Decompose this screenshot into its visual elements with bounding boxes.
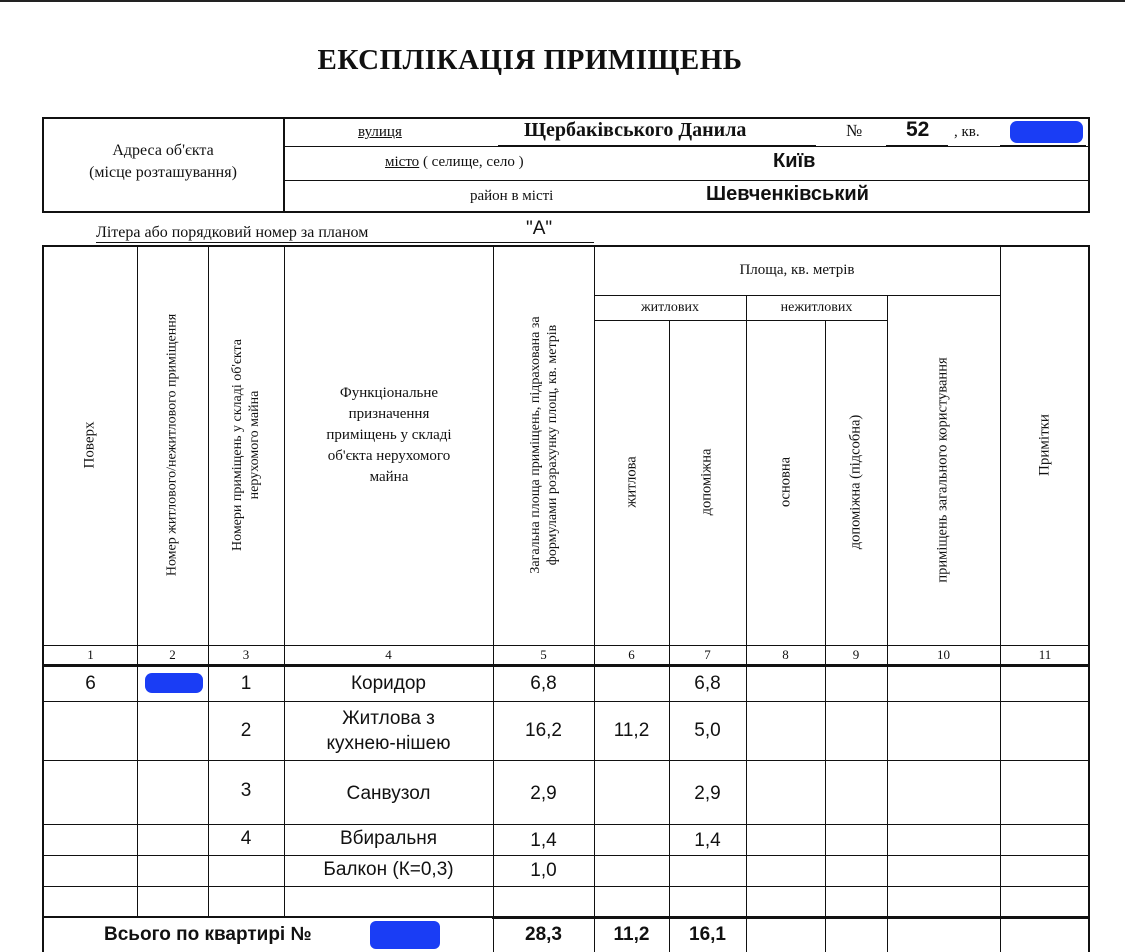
row-2-aux: 5,0 — [694, 720, 721, 741]
col-line-9 — [825, 320, 826, 952]
column-number: 6 — [628, 647, 635, 662]
top-border-line — [0, 0, 1125, 2]
header-floor: Поверх — [81, 421, 98, 469]
row-1-name: Коридор — [350, 673, 427, 694]
row-1-aux: 6,8 — [694, 673, 721, 694]
unit-number-redaction — [145, 673, 203, 693]
header-function-2: призначення — [348, 406, 430, 422]
address-label — [44, 140, 282, 184]
row-line — [42, 855, 1090, 856]
col-line-2 — [137, 245, 138, 952]
district-label: район в місті — [470, 188, 554, 204]
row-line — [42, 824, 1090, 825]
row-5-name: Балкон (К=0,3) — [323, 859, 454, 880]
row-line — [42, 760, 1090, 761]
street-value-underline — [498, 145, 816, 146]
totals-apartment-redaction — [370, 921, 440, 949]
city-value: Київ — [773, 150, 816, 172]
totals-aux: 16,1 — [689, 924, 726, 945]
header-area-group: Площа, кв. метрів — [739, 262, 855, 278]
row-2-name — [284, 706, 493, 756]
street-value: Щербаківського Данила — [524, 119, 747, 141]
row-5-total: 1,0 — [530, 860, 557, 881]
column-number: 10 — [937, 647, 950, 662]
header-function — [286, 383, 492, 488]
row-4-aux: 1,4 — [694, 830, 721, 851]
area-subgroup-line — [594, 320, 887, 321]
column-number: 3 — [242, 647, 250, 662]
row-2-name-line1: Житлова з — [342, 708, 435, 729]
row-1-floor: 6 — [85, 673, 96, 694]
header-main: основна — [777, 456, 794, 508]
column-number: 4 — [385, 647, 392, 662]
column-number: 7 — [704, 647, 711, 662]
column-number: 5 — [540, 647, 547, 662]
header-room-numbers-a: Номери приміщень у складі об'єкта — [230, 338, 245, 552]
row-line — [42, 701, 1090, 702]
row-1-total: 6,8 — [530, 673, 557, 694]
number-underline — [886, 145, 948, 146]
col-line-10 — [887, 295, 888, 952]
col-line-8 — [746, 295, 747, 952]
col-line-7 — [669, 320, 670, 952]
header-auxiliary: допоміжна — [698, 448, 715, 516]
column-number: 11 — [1038, 647, 1052, 662]
header-auxiliary-utility: допоміжна (підсобна) — [847, 414, 864, 550]
header-residential: житлових — [640, 300, 700, 315]
totals-living: 11,2 — [613, 924, 650, 945]
header-room-numbers-b: нерухомого майна — [247, 390, 262, 500]
district-value: Шевченківський — [706, 183, 869, 205]
header-function-3: приміщень у складі — [326, 427, 452, 443]
city-label-extra: ( селище, село ) — [419, 154, 524, 170]
address-label-line2: (місце розташування) — [89, 164, 237, 181]
header-nonresidential: нежитлових — [780, 300, 853, 315]
row-3-name: Санвузол — [346, 783, 431, 804]
street-label: вулиця — [358, 124, 402, 140]
row-4-name: Вбиральня — [339, 828, 438, 849]
col-line-6 — [594, 245, 595, 952]
header-total-area-a: Загальна площа приміщень, підрахована за — [528, 316, 543, 574]
row-3-total: 2,9 — [530, 783, 557, 804]
number-value: 52 — [906, 118, 930, 141]
address-label-line1: Адреса об'єкта — [112, 142, 214, 159]
apartment-label: , кв. — [954, 124, 980, 140]
header-bottom-line — [42, 645, 1090, 646]
row-3-room: 3 — [240, 780, 252, 801]
column-number: 1 — [87, 647, 94, 662]
header-notes: Примітки — [1036, 414, 1053, 476]
city-label-main: місто — [385, 154, 420, 170]
address-row-line-2 — [284, 180, 1088, 181]
litera-value: "А" — [526, 218, 553, 239]
row-2-room: 2 — [240, 720, 252, 741]
header-total-area-b: формулами розрахунку площ, кв. метрів — [545, 324, 560, 566]
col-line-11 — [1000, 245, 1001, 952]
apartment-redaction — [1010, 121, 1083, 143]
column-numbers-bottom-line — [42, 664, 1090, 667]
row-4-room: 4 — [240, 828, 252, 849]
row-2-total: 16,2 — [525, 720, 562, 741]
totals-total: 28,3 — [525, 924, 562, 945]
page-title: ЕКСПЛІКАЦІЯ ПРИМІЩЕНЬ — [317, 44, 743, 76]
header-living: житлова — [623, 456, 640, 508]
header-unit-number: Номер житлового/нежитлового приміщення — [164, 313, 180, 577]
apartment-underline — [1000, 145, 1086, 146]
row-2-name-line2: кухнею-нішею — [326, 733, 451, 754]
column-number: 2 — [169, 647, 176, 662]
header-function-5: майна — [369, 469, 409, 485]
totals-label: Всього по квартирі № — [104, 924, 312, 945]
header-room-numbers — [229, 339, 263, 551]
column-number: 8 — [782, 647, 789, 662]
row-1-room: 1 — [240, 673, 252, 694]
city-label — [385, 154, 524, 171]
address-row-line-1 — [284, 146, 1088, 147]
header-function-1: Функціональне — [339, 385, 439, 401]
area-group-line — [594, 295, 1000, 296]
header-common-use: приміщень загального користування — [934, 357, 951, 583]
number-label: № — [846, 121, 863, 140]
row-3-aux: 2,9 — [694, 783, 721, 804]
address-divider — [283, 117, 285, 213]
header-total-area — [527, 316, 561, 573]
header-function-4: об'єкта нерухомого — [327, 448, 451, 464]
column-number: 9 — [852, 647, 860, 662]
litera-underline — [96, 242, 594, 243]
row-4-total: 1,4 — [530, 830, 557, 851]
row-line — [42, 886, 1090, 887]
litera-label: Літера або порядковий номер за планом — [96, 224, 369, 241]
row-2-living: 11,2 — [613, 720, 650, 741]
